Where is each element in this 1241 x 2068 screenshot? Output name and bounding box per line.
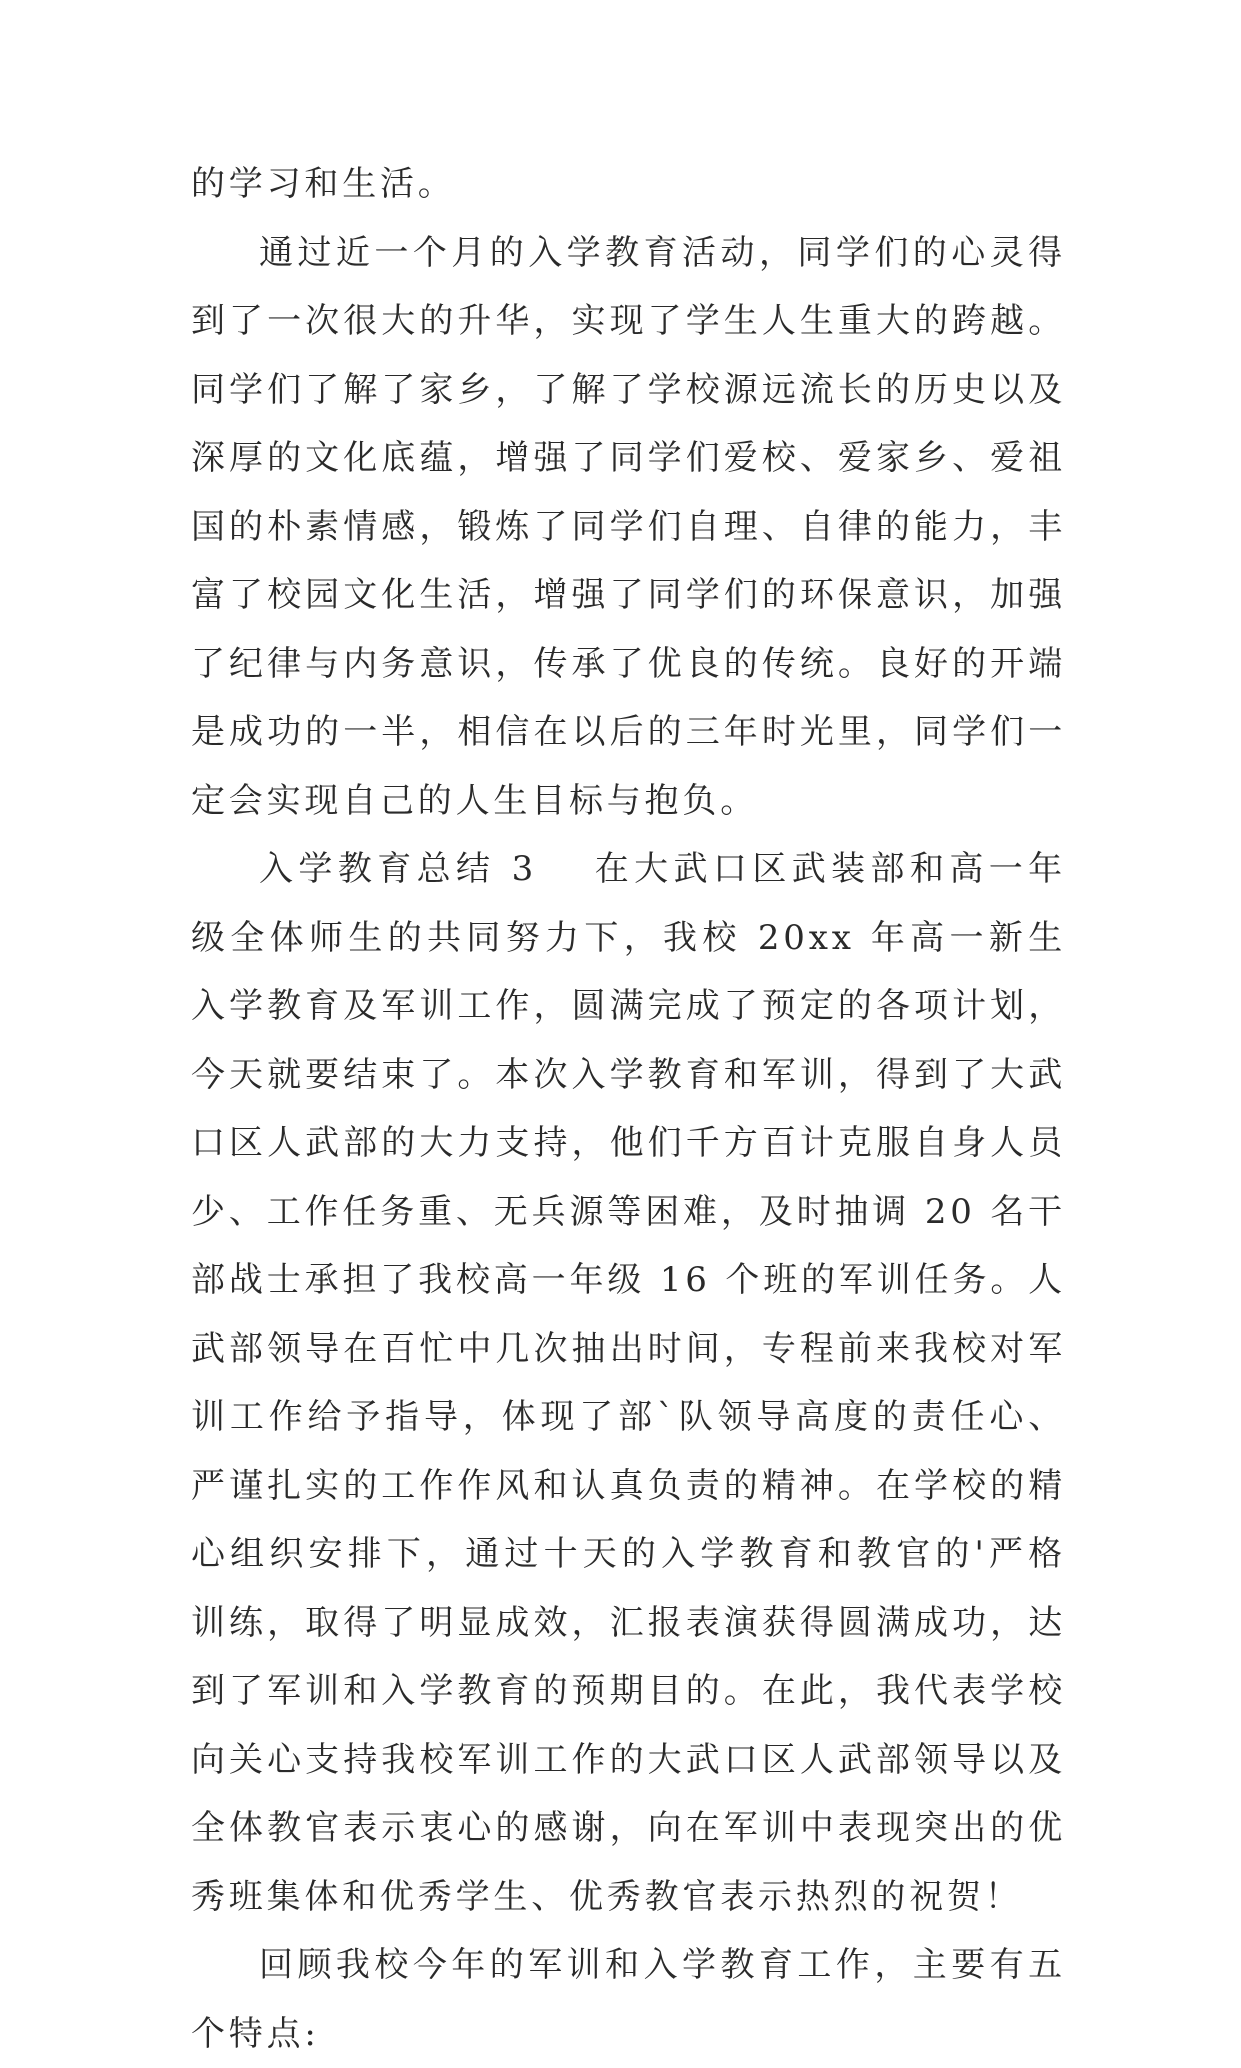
document-body <box>191 150 1066 2068</box>
paragraph-summary-3 <box>191 835 1066 1931</box>
paragraph-continuation: 的学习和生活。 <box>191 164 456 204</box>
section-body: 在大武口区武装部和高一年级全体师生的共同努力下，我校 20xx 年高一新生入学教育及军训工作，圆满完成了预定的各项计划，今天就要结束了。本次入学教育和军训，得到了大武口区人武部的大力支持，他们千方百计克服自身人员少、工作任务重、无兵源等困难，及时抽调 20 名干部战士承担了我校高一年级 16 个班的军训任务。人武部领导在百忙中几次抽出时间，专程前来我校对军训工作给予指导，体现了部`队领导高度的责任心、严谨扎实的工作作风和认真负责的精神。在学校的精心组织安排下，通过十天的入学教育和教官的'严格训练，取得了明显成效，汇报表演获得圆满成功，达到了军训和入学教育的预期目的。在此，我代表学校向关心支持我校军训工作的大武口区人武部领导以及全体教官表示衷心的感谢，向在军训中表现突出的优秀班集体和优秀学生、优秀教官表示热烈的祝贺！ <box>191 849 1066 1917</box>
section-title: 入学教育总结 3 <box>259 849 538 889</box>
paragraph-summary-activities: 通过近一个月的入学教育活动，同学们的心灵得到了一次很大的升华，实现了学生人生重大的跨越。同学们了解了家乡，了解了学校源远流长的历史以及深厚的文化底蕴，增强了同学们爱校、爱家乡、爱祖国的朴素情感，锻炼了同学们自理、自律的能力，丰富了校园文化生活，增强了同学们的环保意识，加强了纪律与内务意识，传承了优良的传统。良好的开端是成功的一半，相信在以后的三年时光里，同学们一定会实现自己的人生目标与抱负。 <box>191 232 1066 821</box>
paragraph-review: 回顾我校今年的军训和入学教育工作，主要有五个特点: <box>191 1945 1066 2054</box>
